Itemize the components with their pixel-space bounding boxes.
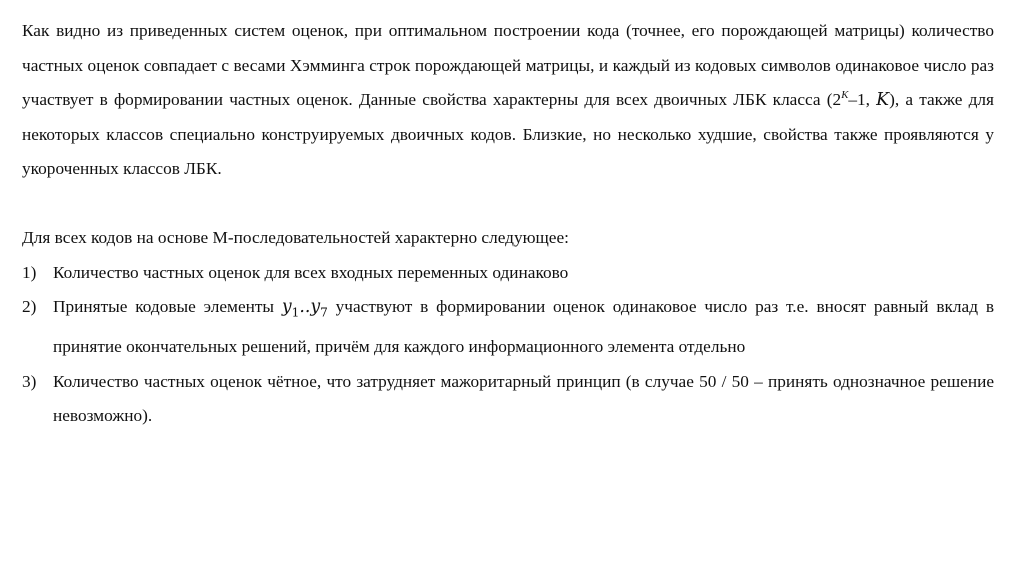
paragraph-properties-intro: Для всех кодов на основе М-последовательностей характерно следующее: [22, 227, 569, 247]
math-k: K [876, 90, 890, 111]
list-item-2-number: 2) [22, 297, 37, 317]
list-item-2-text [53, 290, 994, 365]
math-y1-letter: y [281, 297, 292, 318]
list-item-3 [22, 365, 994, 434]
list-item-2-after: участвуют в формировании оценок одинаковое число раз т.е. вносят равный вклад в принятие окончательных решений, причём для каждого информационного элемента отдельно [53, 297, 994, 357]
paragraph-intro-part1: Как видно из приведенных систем оценок, при оптимальном построении кода (точнее, его порождающей матрицы) количество частных оценок совпадает с весами Хэмминга строк порождающей матрицы, и каждый из кодовых символов одинаковое число раз участвует в формировании частных оценок. Данные свойства характерны для всех двоичных ЛБК класса (2 [22, 21, 994, 110]
exponent-k: K [841, 89, 849, 102]
list-item-1-text: Количество частных оценок для всех входных переменных одинаково [53, 262, 569, 282]
math-y1-subscript: 1 [291, 305, 300, 320]
paragraph-spacer [22, 187, 994, 221]
math-y7-subscript: 7 [320, 305, 328, 320]
list-item-2 [22, 290, 994, 365]
list-item-1 [22, 256, 994, 291]
list-item-1-number: 1) [22, 262, 37, 282]
list-item-3-text: Количество частных оценок чётное, что затрудняет мажоритарный принцип (в случае 50 / 50 – принять однозначное решение невозможно). [53, 371, 994, 426]
list-item-3-number: 3) [22, 371, 37, 391]
list-item-2-before: Принятые кодовые элементы [53, 297, 282, 317]
math-range-dots: .. [299, 297, 311, 318]
paragraph-intro-part3: ), а также для некоторых классов специально конструируемых двоичных кодов. Близкие, но несколько худшие, свойства также проявляются у укороченных классов ЛБК. [22, 90, 994, 179]
paragraph-intro [22, 14, 994, 187]
document-page [22, 14, 994, 434]
paragraph-intro-part2: –1, [848, 90, 877, 110]
math-y-range [281, 297, 328, 320]
math-y7-letter: y [310, 297, 321, 318]
